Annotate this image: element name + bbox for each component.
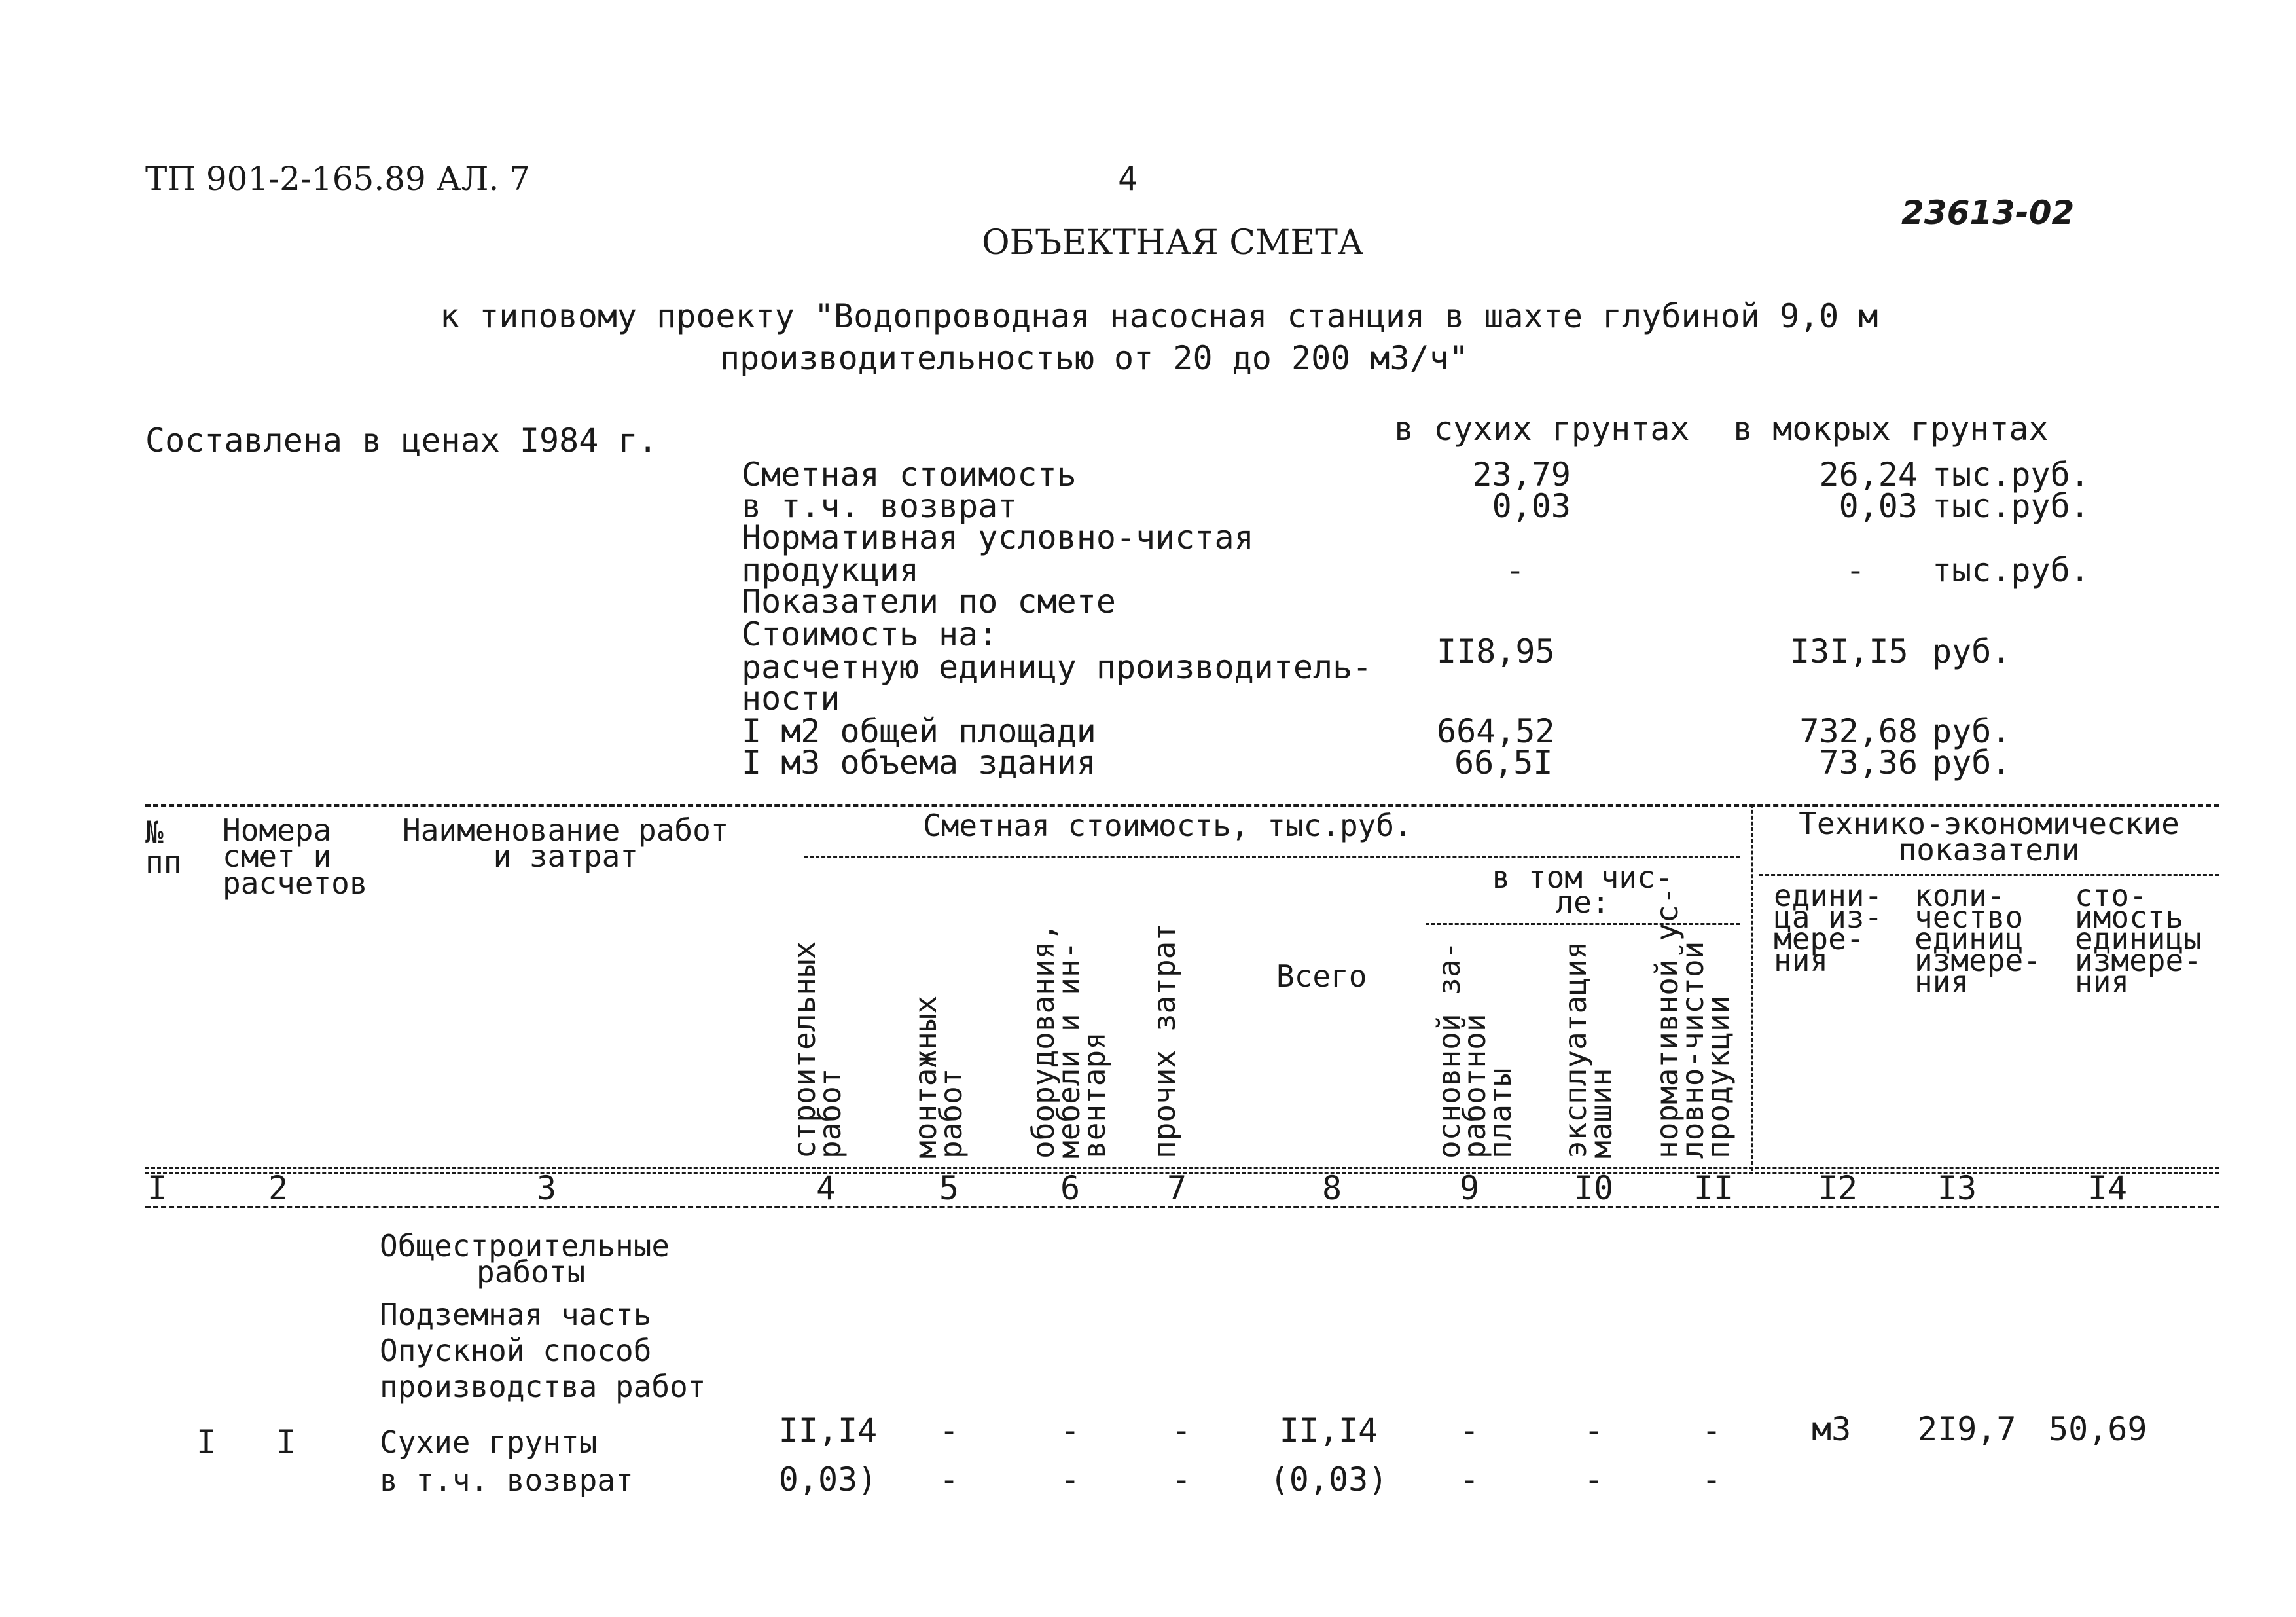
cell-equipment: - bbox=[1060, 1411, 1081, 1449]
summary-unit: тыс.руб. bbox=[1932, 551, 2090, 589]
summary-dry-value: 66,5I bbox=[1454, 744, 1553, 782]
summary-label: Стоимость на: bbox=[742, 615, 998, 653]
cell-construction: 0,03) bbox=[778, 1461, 878, 1499]
column-number: I2 bbox=[1818, 1169, 1858, 1207]
summary-label: расчетную единицу производитель- bbox=[742, 648, 1372, 686]
col-header-construction: строительных работ bbox=[787, 941, 848, 1159]
summary-unit: тыс.руб. bbox=[1932, 487, 2090, 525]
section-line: Подземная часть bbox=[380, 1297, 652, 1332]
col-header-other: прочих затрат bbox=[1147, 922, 1182, 1159]
cell-other: - bbox=[1171, 1411, 1192, 1449]
summary-dry-value: 0,03 bbox=[1492, 487, 1571, 525]
column-number: 5 bbox=[939, 1169, 960, 1207]
inventory-stamp: 23613-02 bbox=[1901, 194, 2075, 232]
summary-label: I м2 общей площади bbox=[742, 712, 1096, 750]
summary-label: продукция bbox=[742, 551, 919, 589]
column-number: 2 bbox=[268, 1169, 289, 1207]
wet-soil-header: в мокрых грунтах bbox=[1733, 410, 2049, 448]
summary-wet-value: - bbox=[1845, 551, 1865, 589]
column-number: I bbox=[147, 1169, 168, 1207]
col-header-unit: едини- ца из- мере- ния bbox=[1774, 878, 1883, 979]
col-header-equipment: оборудования, мебели и ин- вентаря bbox=[1026, 922, 1113, 1159]
cell-machines: - bbox=[1583, 1461, 1604, 1499]
column-number: 8 bbox=[1321, 1169, 1342, 1207]
cell-total: (0,03) bbox=[1269, 1461, 1388, 1499]
summary-label: в т.ч. возврат bbox=[742, 487, 1018, 525]
dry-soil-header: в сухих грунтах bbox=[1394, 410, 1690, 448]
column-number: I0 bbox=[1573, 1169, 1614, 1207]
cell-normative: - bbox=[1701, 1411, 1722, 1449]
summary-wet-value: 0,03 bbox=[1839, 487, 1918, 525]
summary-label: ности bbox=[742, 680, 840, 718]
summary-wet-value: 73,36 bbox=[1819, 744, 1918, 782]
col-group-tech: Технико-экономические показатели bbox=[1799, 806, 2179, 868]
section-line: работы bbox=[476, 1254, 586, 1290]
row-estimate-number: I bbox=[276, 1423, 296, 1461]
column-number: 9 bbox=[1459, 1169, 1480, 1207]
col-header-name: Наименование работ и затрат bbox=[403, 812, 729, 875]
summary-label: Сметная стоимость bbox=[742, 456, 1077, 494]
cell-wages: - bbox=[1459, 1461, 1480, 1499]
summary-label: I м3 объема здания bbox=[742, 744, 1096, 782]
row-name: Сухие грунты bbox=[380, 1425, 598, 1460]
col-header-wages: основной за- работной платы bbox=[1431, 941, 1518, 1159]
summary-unit: руб. bbox=[1932, 744, 2011, 782]
column-number: 4 bbox=[816, 1169, 836, 1207]
col-header-number: № пп bbox=[145, 814, 182, 880]
cell-unit: м3 bbox=[1812, 1410, 1852, 1448]
cell-equipment: - bbox=[1060, 1461, 1081, 1499]
row-number: I bbox=[196, 1423, 217, 1461]
col-header-installation: монтажных работ bbox=[908, 995, 969, 1159]
column-number: 3 bbox=[536, 1169, 557, 1207]
section-line: Общестроительные bbox=[380, 1228, 670, 1263]
page-number: 4 bbox=[1118, 160, 1138, 198]
cell-quantity: 2I9,7 bbox=[1918, 1410, 2017, 1448]
column-number: I3 bbox=[1937, 1169, 1977, 1207]
col-header-total: Всего bbox=[1276, 958, 1367, 994]
cell-total: II,I4 bbox=[1279, 1411, 1378, 1449]
summary-dry-value: 664,52 bbox=[1437, 712, 1555, 750]
cell-installation: - bbox=[939, 1461, 960, 1499]
cell-wages: - bbox=[1459, 1411, 1480, 1449]
cell-machines: - bbox=[1583, 1411, 1604, 1449]
column-number: 7 bbox=[1166, 1169, 1187, 1207]
section-line: Опускной способ bbox=[380, 1333, 652, 1368]
col-header-quantity: коли- чество единиц измере- ния bbox=[1914, 878, 2041, 1000]
summary-dry-value: - bbox=[1505, 551, 1525, 589]
subtitle-line-1: к типовому проекту "Водопроводная насосная станция в шахте глубиной 9,0 м bbox=[440, 297, 1878, 335]
summary-dry-value: II8,95 bbox=[1437, 632, 1555, 670]
col-header-machines: эксплуатация машин bbox=[1558, 941, 1619, 1159]
col-group-cost: Сметная стоимость, тыс.руб. bbox=[923, 808, 1412, 843]
document-title: ОБЪЕКТНАЯ СМЕТА bbox=[982, 223, 1364, 263]
col-header-estimates: Номера смет и расчетов bbox=[223, 812, 368, 901]
summary-unit: тыс.руб. bbox=[1932, 456, 2090, 494]
cell-construction: II,I4 bbox=[778, 1411, 878, 1449]
column-number: I4 bbox=[2087, 1169, 2128, 1207]
cell-installation: - bbox=[939, 1411, 960, 1449]
column-number: 6 bbox=[1060, 1169, 1081, 1207]
row-name: в т.ч. возврат bbox=[380, 1463, 634, 1498]
col-group-including: в том чис- ле: bbox=[1492, 860, 1674, 920]
col-header-unit-cost: сто- имость единицы измере- ния bbox=[2075, 878, 2202, 1000]
cell-normative: - bbox=[1701, 1461, 1722, 1499]
section-line: производства работ bbox=[380, 1369, 706, 1404]
summary-unit: руб. bbox=[1932, 632, 2011, 670]
summary-label: Нормативная условно-чистая bbox=[742, 518, 1254, 556]
summary-wet-value: 732,68 bbox=[1799, 712, 1918, 750]
cell-unit-cost: 50,69 bbox=[2049, 1410, 2147, 1448]
cell-other: - bbox=[1171, 1461, 1192, 1499]
document-code: ТП 901-2-165.89 АЛ. 7 bbox=[145, 160, 530, 198]
summary-label: Показатели по смете bbox=[742, 583, 1116, 621]
column-number: II bbox=[1693, 1169, 1734, 1207]
col-header-normative: нормативной ус- ловно-чистой продукции bbox=[1649, 886, 1736, 1159]
summary-dry-value: 23,79 bbox=[1472, 456, 1571, 494]
summary-wet-value: 26,24 bbox=[1819, 456, 1918, 494]
summary-unit: руб. bbox=[1932, 712, 2011, 750]
prices-note: Составлена в ценах I984 г. bbox=[145, 422, 658, 460]
subtitle-line-2: производительностью от 20 до 200 м3/ч" bbox=[720, 339, 1469, 377]
summary-wet-value: I3I,I5 bbox=[1790, 632, 1909, 670]
